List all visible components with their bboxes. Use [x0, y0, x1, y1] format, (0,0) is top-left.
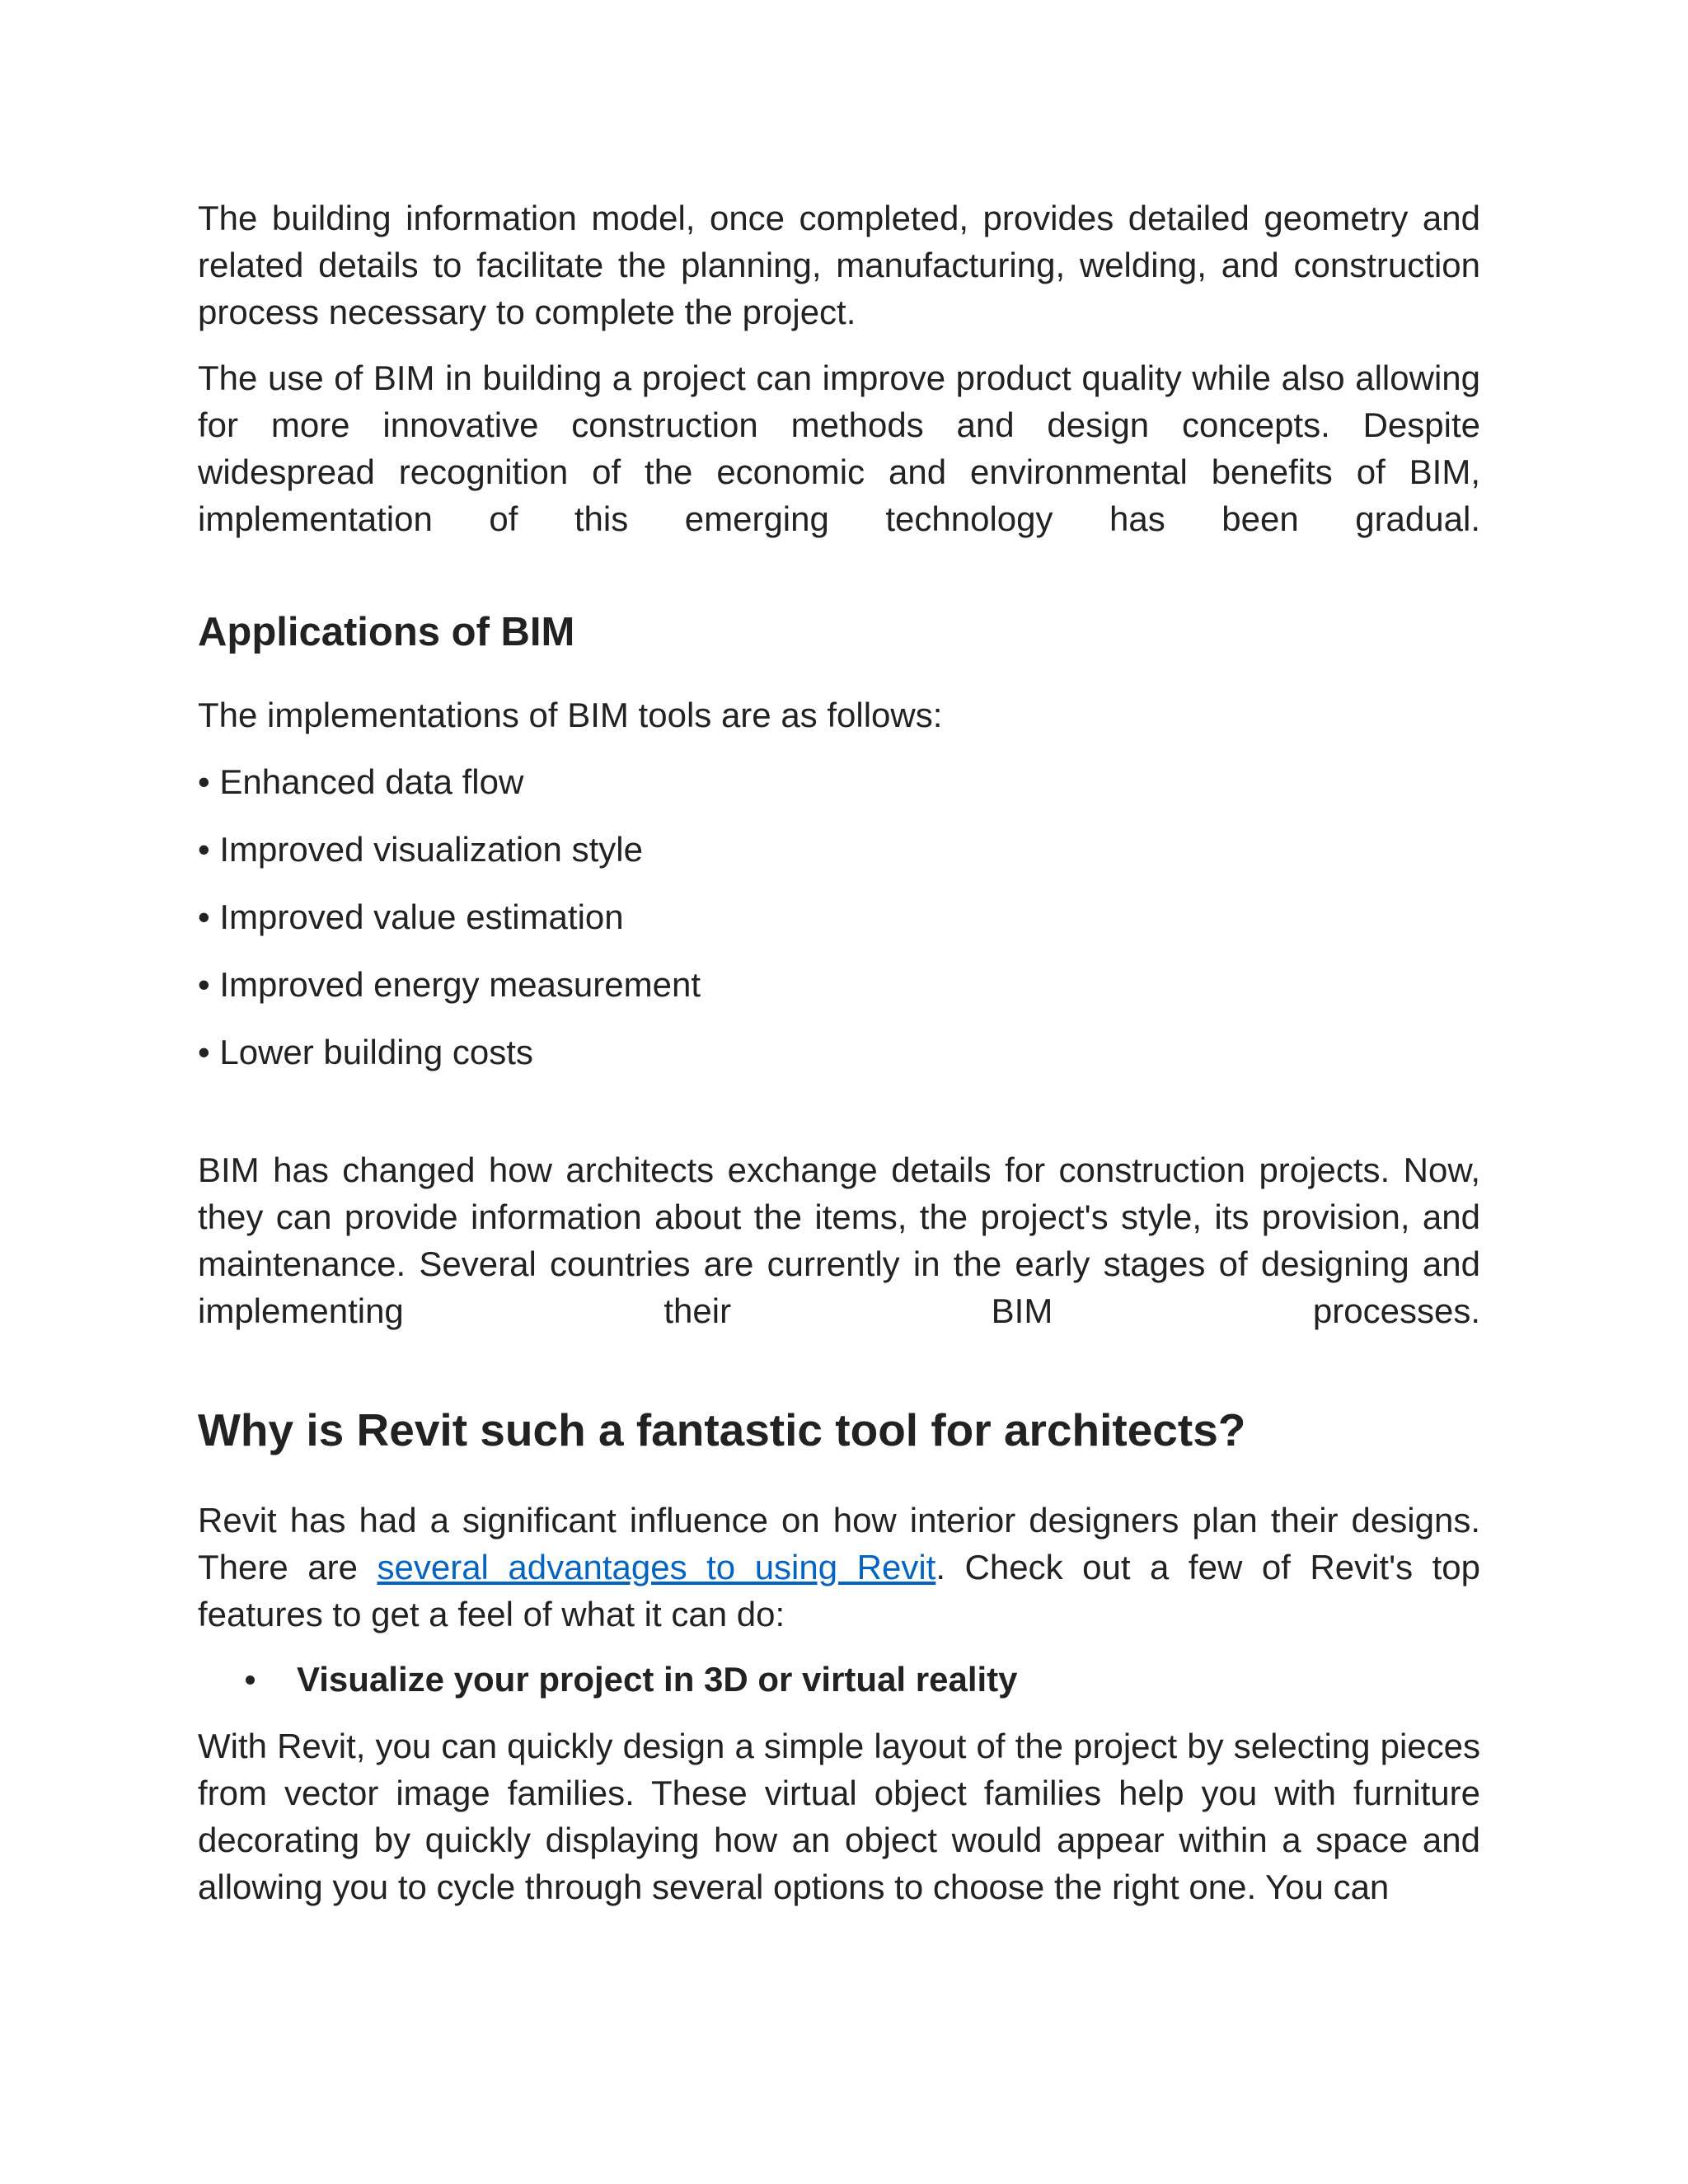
document-body — [198, 194, 1480, 1910]
paragraph-bim-model: The building information model, once completed, provides detailed geometry and related details to facilitate the planning, manufacturing, welding, and construction process necessary to complete the project. — [198, 199, 1480, 331]
revit-features-list — [198, 1656, 1480, 1703]
paragraph-bim-use: The use of BIM in building a project can improve product quality while also allowing for more innovative construction methods and design concepts. Despite widespread recognition of the economic and environmental benefits of BIM, implementation of this emerging technology has been gradual. — [198, 359, 1480, 538]
heading-applications-of-bim: Applications of BIM — [198, 610, 575, 654]
list-item: • Improved visualization style — [198, 830, 643, 869]
bullet-dot-icon — [246, 1675, 255, 1685]
paragraph-revit-design: With Revit, you can quickly design a simple layout of the project by selecting pieces from vector image families. These virtual object families help you with furniture decorating by quickly displaying how an object would appear within a space and allowing you to cycle through several options to choose the right one. You can — [198, 1727, 1480, 1906]
paragraph-revit-intro — [198, 1497, 1480, 1638]
revit-advantages-link[interactable]: several advantages to using Revit — [377, 1548, 936, 1586]
revit-intro-text-continued: . Check out a few of Revit's top features to get a feel of what it can do: — [198, 1548, 1481, 1633]
list-item: • Improved energy measurement — [198, 965, 701, 1004]
paragraph-bim-changed: BIM has changed how architects exchange details for construction projects. Now, they can provide information about the items, the project's style, its provision, and maintenance. Several countries are currently in the early stages of designing and implementing their BIM processes. — [198, 1151, 1480, 1330]
heading-why-revit: Why is Revit such a fantastic tool for architects? — [198, 1404, 1246, 1455]
applications-list — [198, 758, 1480, 1076]
list-item: • Lower building costs — [198, 1033, 533, 1071]
feature-visualize-3d: Visualize your project in 3D or virtual reality — [297, 1660, 1018, 1699]
list-item: • Improved value estimation — [198, 898, 624, 936]
list-item — [198, 1656, 1480, 1703]
list-item: • Enhanced data flow — [198, 762, 524, 801]
revit-intro-text: Revit has had a significant influence on how interior designers plan their designs. There are — [198, 1501, 1480, 1586]
applications-intro: The implementations of BIM tools are as follows: — [198, 696, 943, 734]
